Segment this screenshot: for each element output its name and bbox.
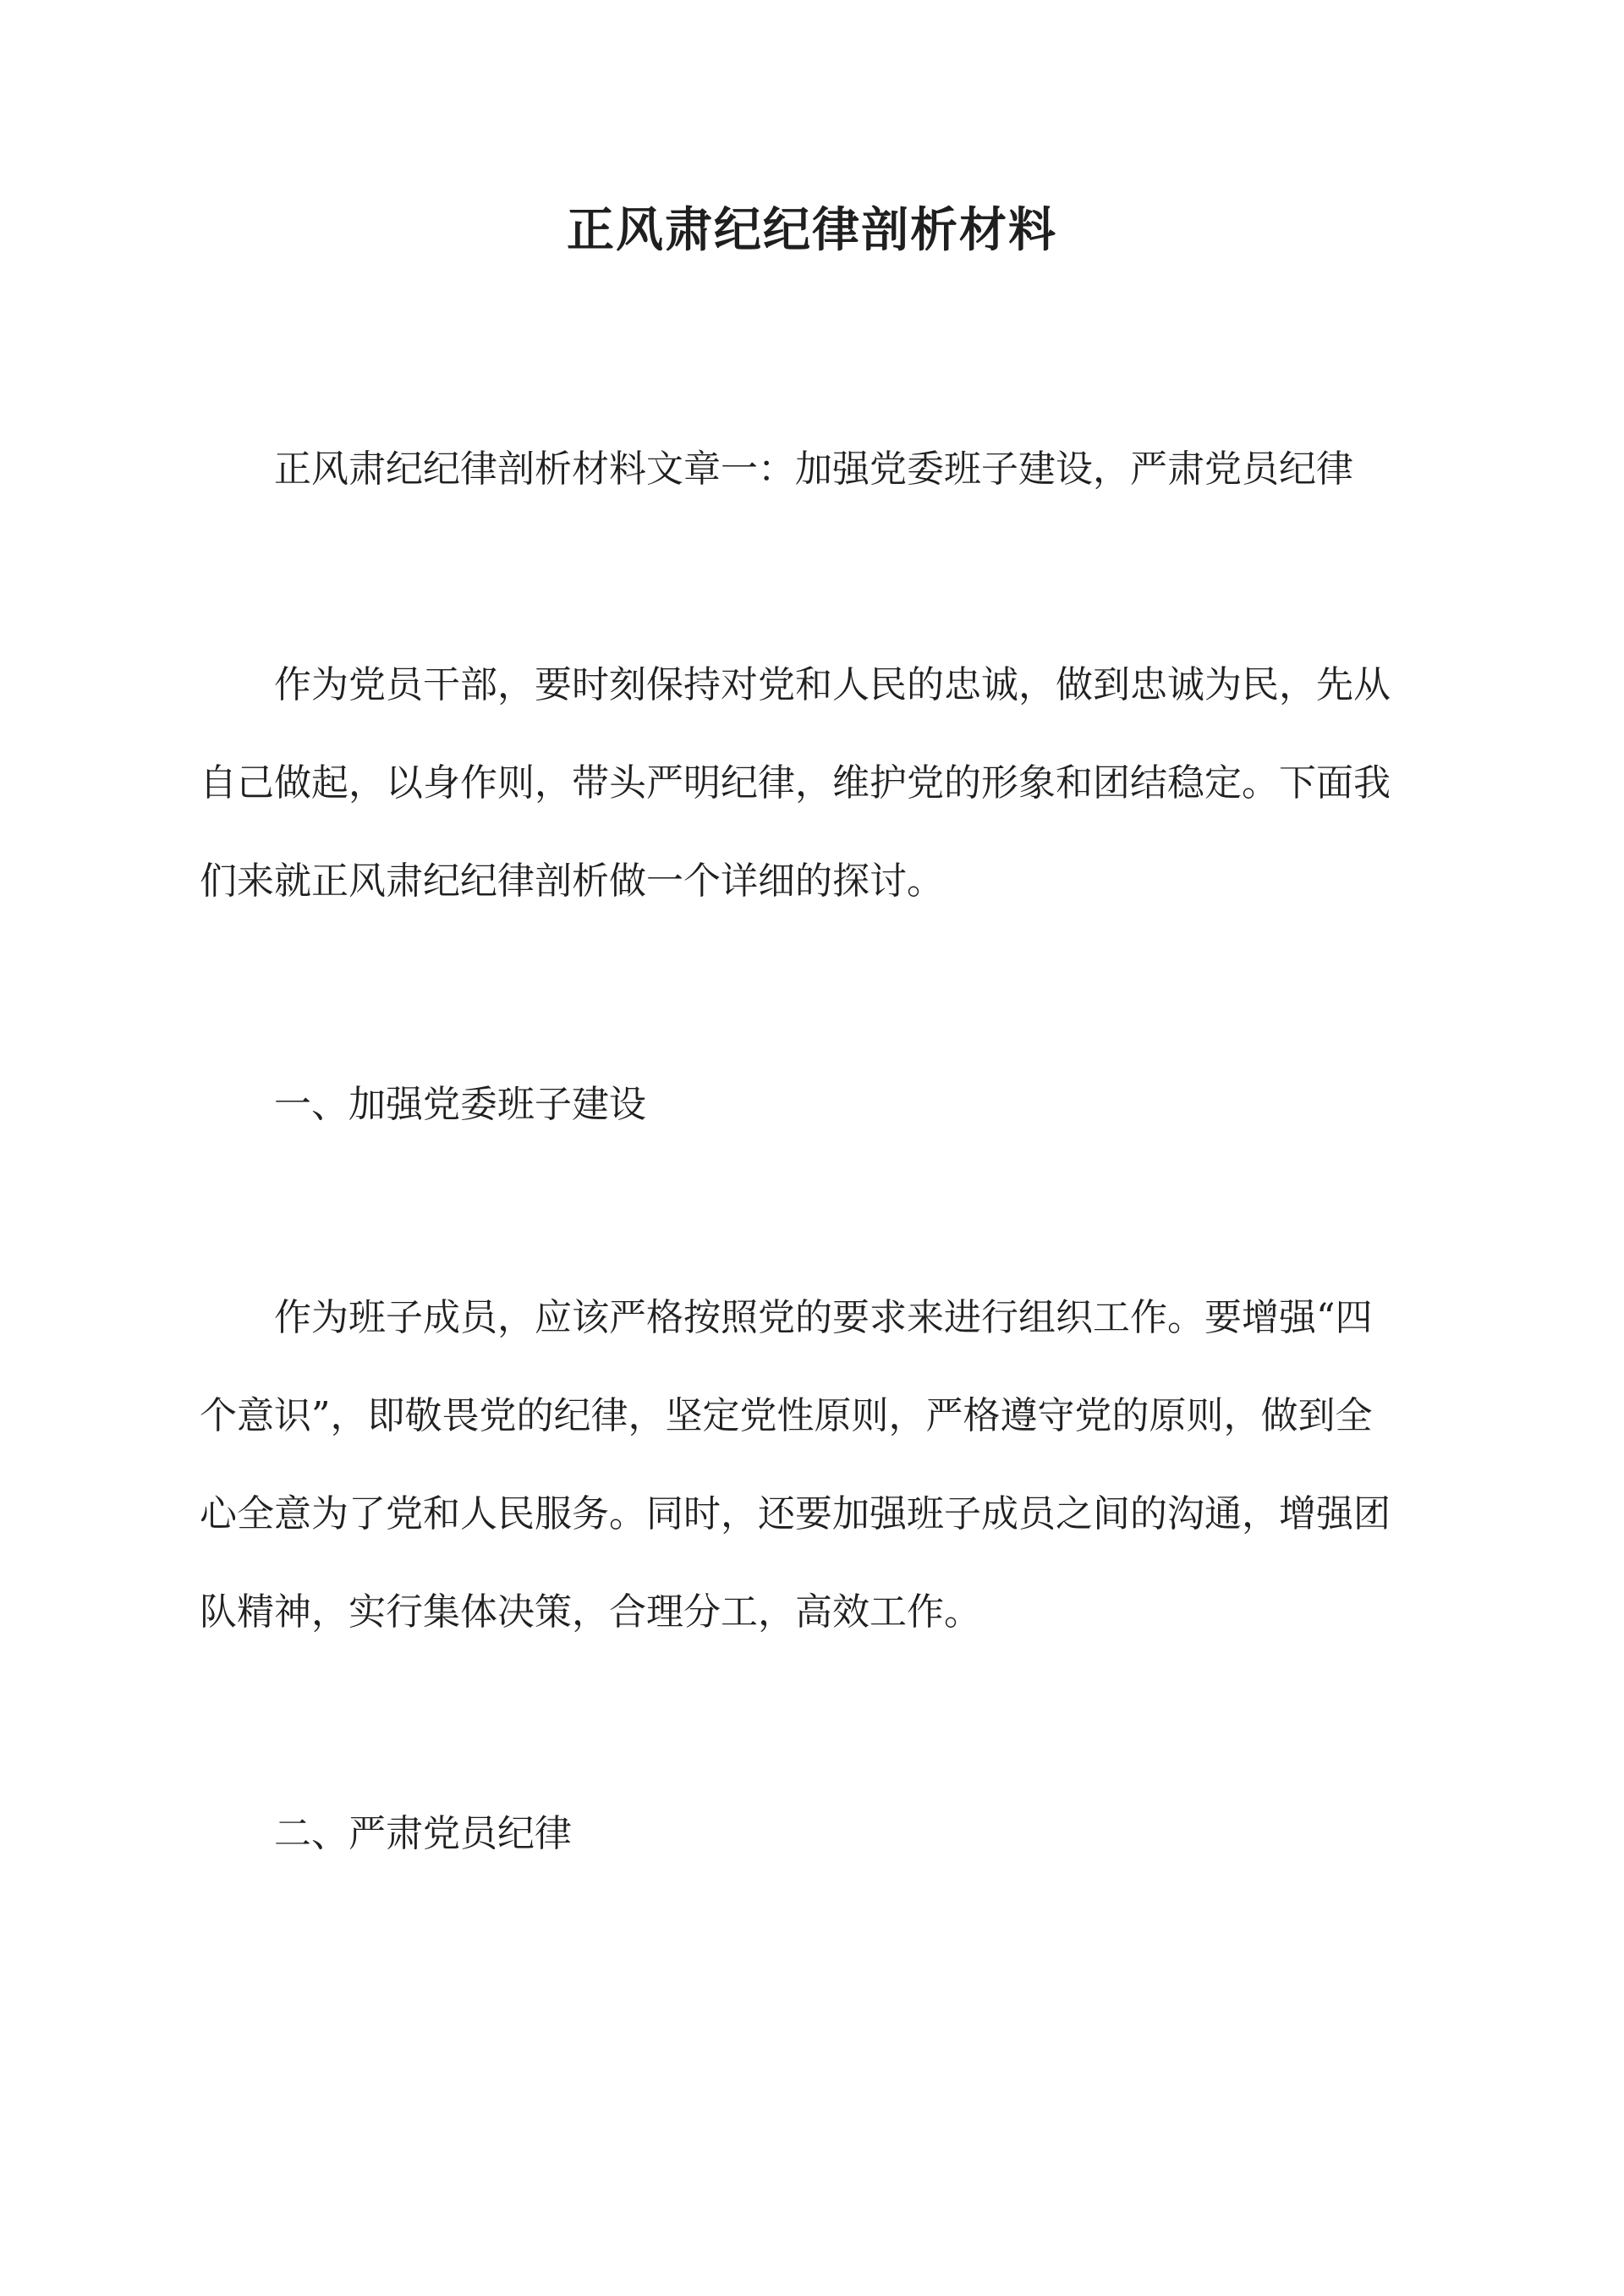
section-heading-text: 二、严肃党员纪律 [274,1812,572,1855]
section-heading-text: 一、加强党委班子建设 [274,1083,646,1126]
paragraph-line: 心全意为了党和人民服务。同时，还要加强班子成员之间的沟通，增强团 [200,1492,1391,1535]
intro-paragraph [200,636,1426,931]
article-subtitle [200,420,1426,519]
subtitle-line: 正风肃纪纪律剖析材料文章一：加强党委班子建设，严肃党员纪律 [274,448,1353,491]
paragraph-line: 自己做起，以身作则，带头严明纪律，维护党的形象和团结稳定。下面我 [200,761,1391,805]
section-heading-2 [200,1785,1426,1883]
paragraph-line: 个意识”，即敬畏党的纪律，坚定党性原则，严格遵守党的原则，做到全 [200,1394,1373,1437]
section-1-paragraph [200,1269,1426,1662]
section-heading-1 [200,1056,1426,1154]
document-title: 正风肃纪纪律剖析材料 [567,202,1057,258]
paragraph-line: 们来就正风肃纪纪律剖析做一个详细的探讨。 [200,860,944,903]
paragraph-line: 作为班子成员，应该严格按照党的要求来进行组织工作。要增强“四 [274,1296,1373,1339]
paragraph-line: 队精神，实行集体决策，合理分工，高效工作。 [200,1590,981,1634]
paragraph-line: 作为党员干部，要时刻保持对党和人民的忠诚，做到忠诚为民，先从 [274,663,1391,706]
